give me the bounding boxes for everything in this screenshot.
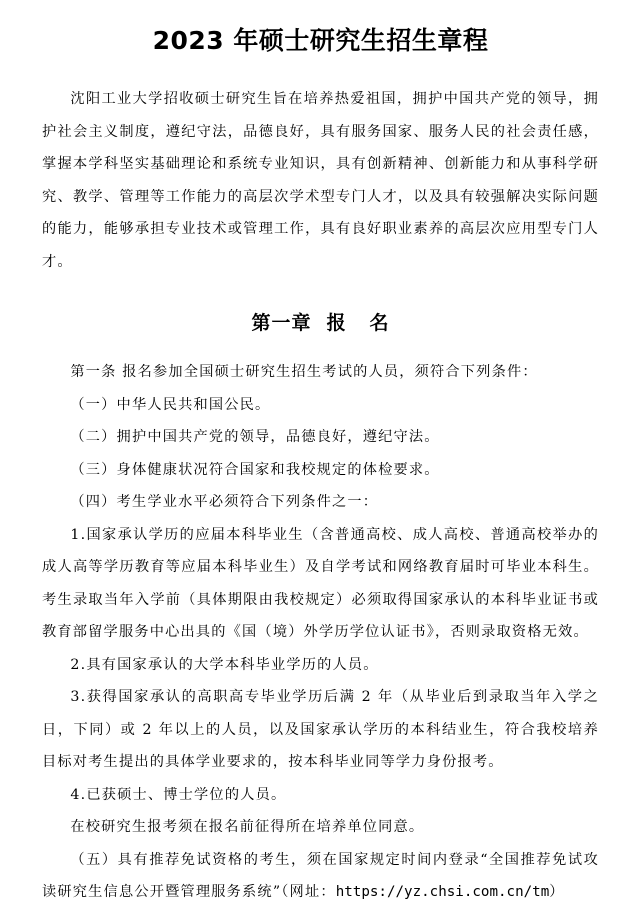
intro-paragraph: 沈阳工业大学招收硕士研究生旨在培养热爱祖国，拥护中国共产党的领导，拥护社会主义制度，遵纪守法，品德良好，具有服务国家、服务人民的社会责任感，掌握本学科坚实基础理论和系统专业知识，具有创新精神、创新能力和从事科学研究、教学、管理等工作能力的高层次学术型专门人才，以及具有较强解决实际问题的能力，能够承担专业技术或管理工作，具有良好职业素养的高层次应用型专门人才。 bbox=[42, 91, 599, 270]
condition-3: （三）身体健康状况符合国家和我校规定的体检要求。 bbox=[70, 461, 440, 478]
condition-4-item-1: 1.国家承认学历的应届本科毕业生（含普通高校、成人高校、普通高校举办的成人高等学历教育等应届本科毕业生）及自学考试和网络教育届时可毕业本科生。考生录取当年入学前（具体期限由我校规定）必须取得国家承认的本科毕业证书或教育部留学服务中心出具的《国（境）外学历学位认证书》，否则录取资格无效。 bbox=[42, 526, 599, 640]
chapter-body bbox=[42, 356, 599, 909]
condition-4-item-3: 3.获得国家承认的高职高专毕业学历后满 2 年（从毕业后到录取当年入学之日，下同）或 2 年以上的人员，以及国家承认学历的本科结业生，符合我校培养目标对考生提出的具体学业要求的，按本科毕业同等学力身份报考。 bbox=[42, 689, 599, 770]
document-title: 2023 年硕士研究生招生章程 bbox=[152, 26, 489, 55]
article-1: 第一条 报名参加全国硕士研究生招生考试的人员，须符合下列条件： bbox=[70, 364, 538, 380]
in-service-note: 在校研究生报考须在报名前征得所在培养单位同意。 bbox=[70, 819, 425, 835]
condition-4: （四）考生学业水平必须符合下列条件之一： bbox=[70, 494, 379, 510]
condition-5 bbox=[42, 844, 599, 909]
condition-1: （一）中华人民共和国公民。 bbox=[70, 396, 271, 413]
system-url: https://yz.chsi.com.cn/tm bbox=[335, 884, 550, 900]
condition-2: （二）拥护中国共产党的领导，品德良好，遵纪守法。 bbox=[70, 429, 440, 445]
condition-5-end: ） bbox=[549, 884, 565, 900]
condition-4-item-4: 4.已获硕士、博士学位的人员。 bbox=[70, 786, 287, 803]
condition-5-text: （五）具有推荐免试资格的考生，须在国家规定时间内登录“全国推荐免试攻读研究生信息公开暨管理服务系统”（网址： bbox=[42, 851, 599, 900]
chapter-title: 第一章 报 名 bbox=[251, 312, 390, 334]
condition-4-item-2: 2.具有国家承认的大学本科毕业学历的人员。 bbox=[70, 656, 379, 673]
